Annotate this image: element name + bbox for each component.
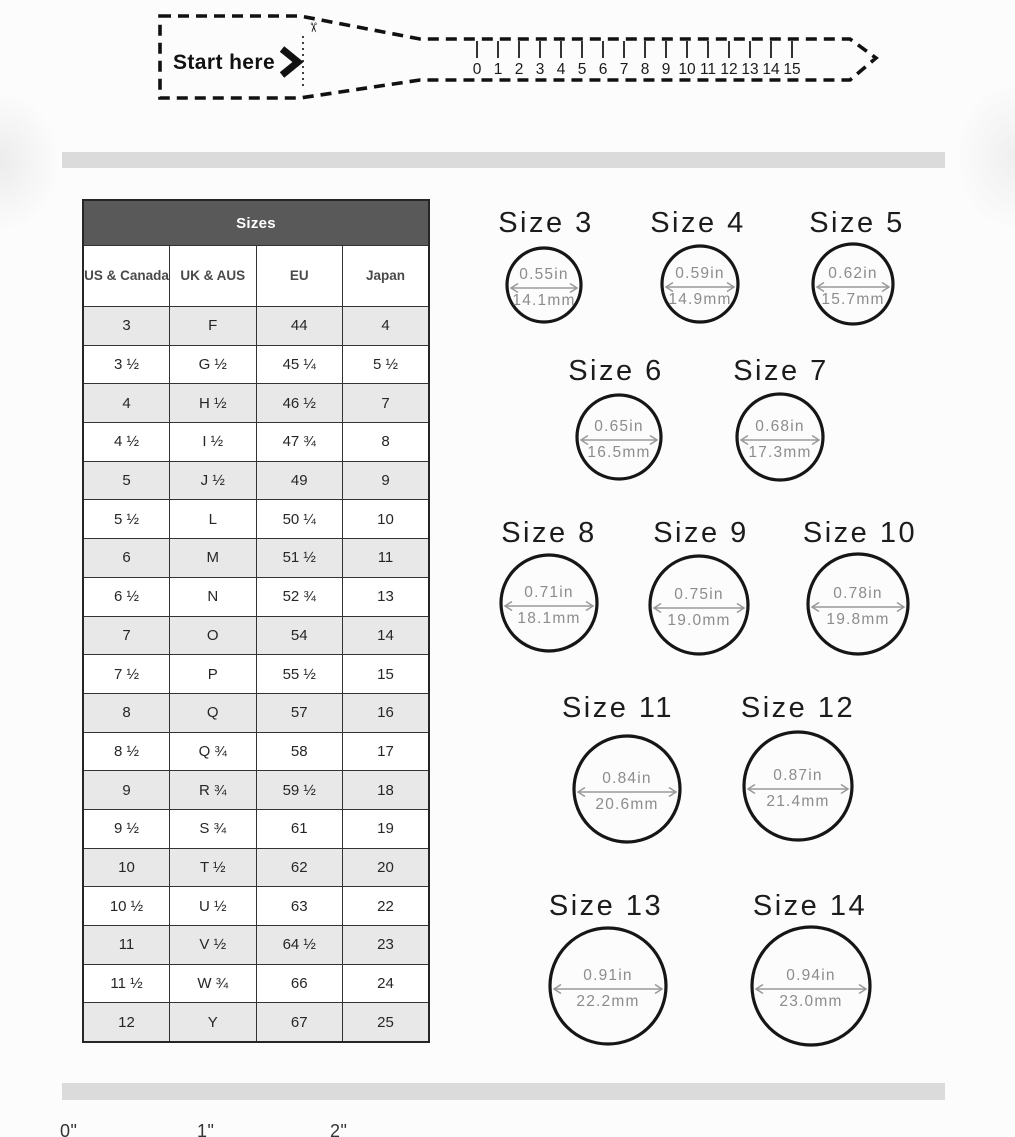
table-cell: 63 (256, 887, 343, 926)
ring-circle-size-3 (501, 242, 587, 328)
table-cell: 6 (83, 539, 170, 578)
ring-circle-size-14 (746, 921, 876, 1051)
table-cell: 55 ½ (256, 655, 343, 694)
table-cell: 59 ½ (256, 771, 343, 810)
ring-diameter-mm: 15.7mm (821, 291, 885, 308)
table-cell: 9 ½ (83, 809, 170, 848)
ring-circle-size-8 (495, 549, 603, 657)
ring-diameter-mm: 22.2mm (576, 993, 640, 1010)
table-cell: 51 ½ (256, 539, 343, 578)
table-cell: 24 (343, 964, 430, 1003)
table-cell: 5 (83, 461, 170, 500)
table-cell: 58 (256, 732, 343, 771)
ring-diameter-inches: 0.94in (786, 967, 836, 984)
ring-title-size-7: Size 7 (733, 355, 829, 387)
ring-diameter-mm: 17.3mm (748, 444, 812, 461)
table-cell: 3 ½ (83, 345, 170, 384)
table-cell: 16 (343, 693, 430, 732)
table-cell: M (170, 539, 257, 578)
ring-title-size-14: Size 14 (752, 890, 868, 922)
table-cell: 4 (343, 307, 430, 346)
table-row (83, 848, 429, 887)
table-cell: 9 (343, 461, 430, 500)
scissors-icon: ✂ (306, 22, 321, 33)
table-cell: 4 (83, 384, 170, 423)
table-row (83, 461, 429, 500)
column-header-eu: EU (256, 246, 343, 307)
table-cell: 10 ½ (83, 887, 170, 926)
ruler-tick-label: 5 (577, 61, 587, 78)
table-row (83, 964, 429, 1003)
table-cell: 66 (256, 964, 343, 1003)
size-conversion-table (82, 199, 430, 1043)
sizer-tick-scale (473, 41, 801, 78)
ring-outline (550, 928, 666, 1044)
table-row (83, 655, 429, 694)
table-row (83, 616, 429, 655)
table-cell: 57 (256, 693, 343, 732)
ring-outline (650, 556, 748, 654)
ring-diameter-mm: 23.0mm (779, 993, 843, 1010)
ring-circle-size-11 (568, 730, 686, 848)
ring-diameter-mm: 14.1mm (512, 292, 576, 309)
ring-circle-size-5 (807, 238, 899, 330)
ruler-tick-label: 0 (472, 61, 482, 78)
table-row (83, 771, 429, 810)
bottom-ruler-label: 0" (60, 1121, 78, 1137)
table-cell: 45 ¼ (256, 345, 343, 384)
table-cell: 46 ½ (256, 384, 343, 423)
ring-diameter-inches: 0.62in (828, 265, 878, 282)
ring-circle-size-6 (571, 389, 667, 485)
table-title-row (83, 200, 429, 246)
table-cell: 18 (343, 771, 430, 810)
table-cell: 61 (256, 809, 343, 848)
table-cell: W ¾ (170, 964, 257, 1003)
ring-title-size-11: Size 11 (561, 692, 675, 724)
table-cell: 54 (256, 616, 343, 655)
ring-diameter-mm: 21.4mm (766, 793, 830, 810)
ring-outline (501, 555, 597, 651)
ring-circle-size-9 (644, 550, 754, 660)
table-row (83, 384, 429, 423)
table-cell: 23 (343, 926, 430, 965)
table-cell: 3 (83, 307, 170, 346)
table-cell: Q (170, 693, 257, 732)
ring-outline (744, 732, 852, 840)
table-row (83, 577, 429, 616)
table-row (83, 1003, 429, 1042)
ring-diameter-inches: 0.55in (519, 266, 569, 283)
bottom-ruler-label: 1" (197, 1121, 215, 1137)
ring-title-size-8: Size 8 (501, 517, 597, 549)
table-cell: 12 (83, 1003, 170, 1042)
ruler-tick-label: 1 (493, 61, 503, 78)
ruler-tick-label: 13 (741, 61, 759, 78)
table-cell: 11 (83, 926, 170, 965)
ruler-tick-label: 15 (783, 61, 801, 78)
table-cell: N (170, 577, 257, 616)
table-cell: G ½ (170, 345, 257, 384)
table-cell: Y (170, 1003, 257, 1042)
ring-circle-size-7 (731, 388, 829, 486)
chevron-right-icon (282, 49, 298, 75)
table-cell: J ½ (170, 461, 257, 500)
table-cell: 64 ½ (256, 926, 343, 965)
table-cell: H ½ (170, 384, 257, 423)
ring-diameter-inches: 0.91in (583, 967, 633, 984)
table-title: Sizes (83, 200, 429, 246)
ring-title-size-12: Size 12 (740, 692, 856, 724)
ring-diameter-mm: 18.1mm (517, 610, 581, 627)
table-cell: 67 (256, 1003, 343, 1042)
ring-title-size-10: Size 10 (802, 517, 918, 549)
table-cell: 22 (343, 887, 430, 926)
ring-diameter-inches: 0.71in (524, 584, 574, 601)
ruler-tick-label: 4 (556, 61, 566, 78)
ring-outline (577, 395, 661, 479)
ring-diameter-inches: 0.84in (602, 770, 652, 787)
table-cell: 47 ¾ (256, 423, 343, 462)
ring-diameter-mm: 16.5mm (587, 444, 651, 461)
table-cell: 13 (343, 577, 430, 616)
table-cell: S ¾ (170, 809, 257, 848)
table-cell: 9 (83, 771, 170, 810)
column-header-uk-aus: UK & AUS (170, 246, 257, 307)
ring-diameter-inches: 0.78in (833, 585, 883, 602)
table-cell: 49 (256, 461, 343, 500)
table-cell: 14 (343, 616, 430, 655)
ruler-tick-label: 3 (535, 61, 545, 78)
table-row (83, 887, 429, 926)
ring-title-size-13: Size 13 (548, 890, 664, 922)
table-row (83, 732, 429, 771)
table-cell: 62 (256, 848, 343, 887)
ring-title-size-9: Size 9 (653, 517, 749, 549)
table-row (83, 809, 429, 848)
start-here-label: Start here (173, 51, 276, 74)
table-cell: 6 ½ (83, 577, 170, 616)
size-table-body (83, 307, 429, 1043)
table-cell: I ½ (170, 423, 257, 462)
ring-diameter-inches: 0.75in (674, 586, 724, 603)
table-cell: 52 ¾ (256, 577, 343, 616)
ring-circle-size-4 (656, 240, 744, 328)
table-header-row (83, 246, 429, 307)
cut-out-ring-sizer (0, 0, 1015, 125)
table-cell: P (170, 655, 257, 694)
ring-outline (752, 927, 870, 1045)
column-header-japan: Japan (343, 246, 430, 307)
ring-diameter-inches: 0.59in (675, 265, 725, 282)
ring-outline (507, 248, 581, 322)
table-cell: V ½ (170, 926, 257, 965)
ring-circle-size-13 (544, 922, 672, 1050)
table-row (83, 539, 429, 578)
table-cell: 11 (343, 539, 430, 578)
ring-outline (737, 394, 823, 480)
table-cell: U ½ (170, 887, 257, 926)
ring-circle-size-12 (738, 726, 858, 846)
ring-diameter-inches: 0.65in (594, 418, 644, 435)
ring-title-size-4: Size 4 (650, 207, 746, 239)
ring-circle-size-10 (802, 548, 914, 660)
table-cell: 19 (343, 809, 430, 848)
table-cell: 5 ½ (343, 345, 430, 384)
ring-diameter-mm: 20.6mm (595, 796, 659, 813)
column-header-us-canada: US & Canada (83, 246, 170, 307)
table-cell: 20 (343, 848, 430, 887)
table-row (83, 307, 429, 346)
table-cell: Q ¾ (170, 732, 257, 771)
ruler-tick-label: 14 (762, 61, 780, 78)
table-cell: L (170, 500, 257, 539)
ring-diameter-inches: 0.87in (773, 767, 823, 784)
table-cell: 7 ½ (83, 655, 170, 694)
ring-outline (813, 244, 893, 324)
table-cell: 50 ¼ (256, 500, 343, 539)
table-cell: 10 (343, 500, 430, 539)
ring-outline (662, 246, 738, 322)
bottom-ruler-label: 2" (330, 1121, 348, 1137)
table-cell: 8 (343, 423, 430, 462)
table-row (83, 345, 429, 384)
table-row (83, 926, 429, 965)
ruler-tick-label: 10 (678, 61, 696, 78)
table-cell: O (170, 616, 257, 655)
ruler-tick-label: 9 (661, 61, 671, 78)
section-divider-top (62, 152, 945, 168)
section-divider-bottom (62, 1083, 945, 1100)
table-cell: 8 (83, 693, 170, 732)
table-cell: 10 (83, 848, 170, 887)
table-cell: F (170, 307, 257, 346)
ring-title-size-6: Size 6 (568, 355, 664, 387)
table-cell: T ½ (170, 848, 257, 887)
ring-title-size-5: Size 5 (809, 207, 905, 239)
table-row (83, 500, 429, 539)
table-cell: 7 (83, 616, 170, 655)
table-cell: R ¾ (170, 771, 257, 810)
ruler-tick-label: 8 (640, 61, 650, 78)
ring-outline (574, 736, 680, 842)
ring-diameter-inches: 0.68in (755, 418, 805, 435)
table-cell: 11 ½ (83, 964, 170, 1003)
ring-diameter-mm: 19.0mm (667, 612, 731, 629)
table-cell: 5 ½ (83, 500, 170, 539)
ruler-tick-label: 2 (514, 61, 524, 78)
ruler-tick-label: 12 (720, 61, 738, 78)
table-cell: 4 ½ (83, 423, 170, 462)
table-cell: 8 ½ (83, 732, 170, 771)
ring-diameter-mm: 19.8mm (826, 611, 890, 628)
ring-diameter-mm: 14.9mm (668, 291, 732, 308)
table-cell: 44 (256, 307, 343, 346)
table-cell: 7 (343, 384, 430, 423)
table-cell: 15 (343, 655, 430, 694)
table-cell: 25 (343, 1003, 430, 1042)
ruler-tick-label: 11 (699, 61, 717, 78)
table-row (83, 423, 429, 462)
table-row (83, 693, 429, 732)
ruler-tick-label: 7 (619, 61, 629, 78)
ruler-tick-label: 6 (598, 61, 608, 78)
table-cell: 17 (343, 732, 430, 771)
ring-outline (808, 554, 908, 654)
ring-title-size-3: Size 3 (498, 207, 594, 239)
